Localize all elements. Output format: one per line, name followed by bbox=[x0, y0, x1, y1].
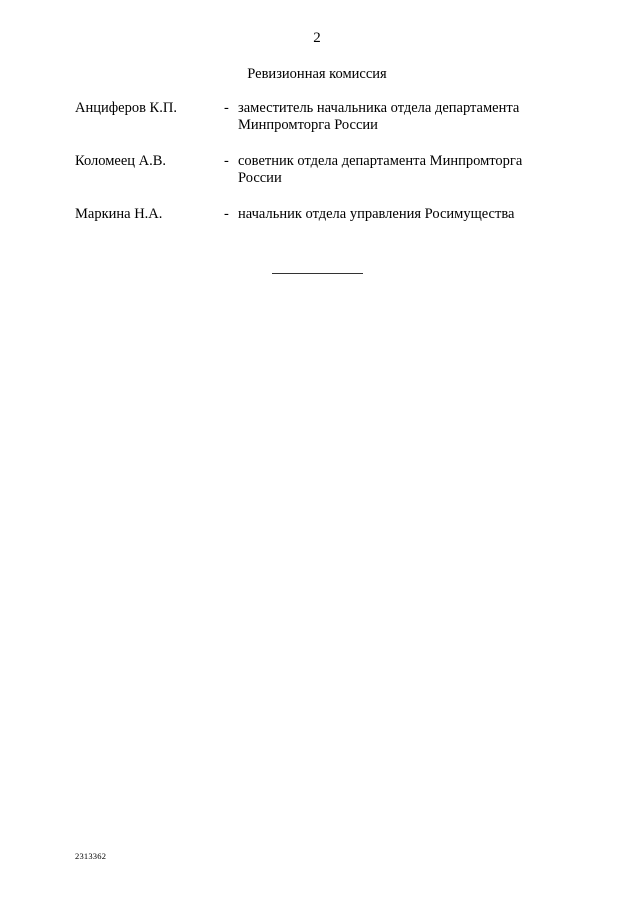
member-position-line: заместитель начальника отдела департамента bbox=[238, 100, 520, 116]
member-dash: - bbox=[224, 206, 229, 222]
member-position-line: Минпромторга России bbox=[238, 117, 378, 133]
member-position-line: начальник отдела управления Росимущества bbox=[238, 206, 515, 222]
member-name: Анциферов К.П. bbox=[75, 100, 177, 116]
closing-divider bbox=[272, 273, 363, 274]
member-name: Маркина Н.А. bbox=[75, 206, 163, 222]
member-position-line: России bbox=[238, 170, 282, 186]
document-code: 2313362 bbox=[75, 851, 107, 861]
member-position-line: советник отдела департамента Минпромторга bbox=[238, 153, 523, 169]
member-dash: - bbox=[224, 153, 229, 169]
section-title: Ревизионная комиссия bbox=[247, 66, 387, 82]
member-position bbox=[238, 100, 558, 134]
member-dash: - bbox=[224, 100, 229, 116]
page-number: 2 bbox=[313, 30, 321, 46]
member-name: Коломеец А.В. bbox=[75, 153, 167, 169]
member-position bbox=[238, 206, 558, 223]
member-position bbox=[238, 153, 558, 187]
